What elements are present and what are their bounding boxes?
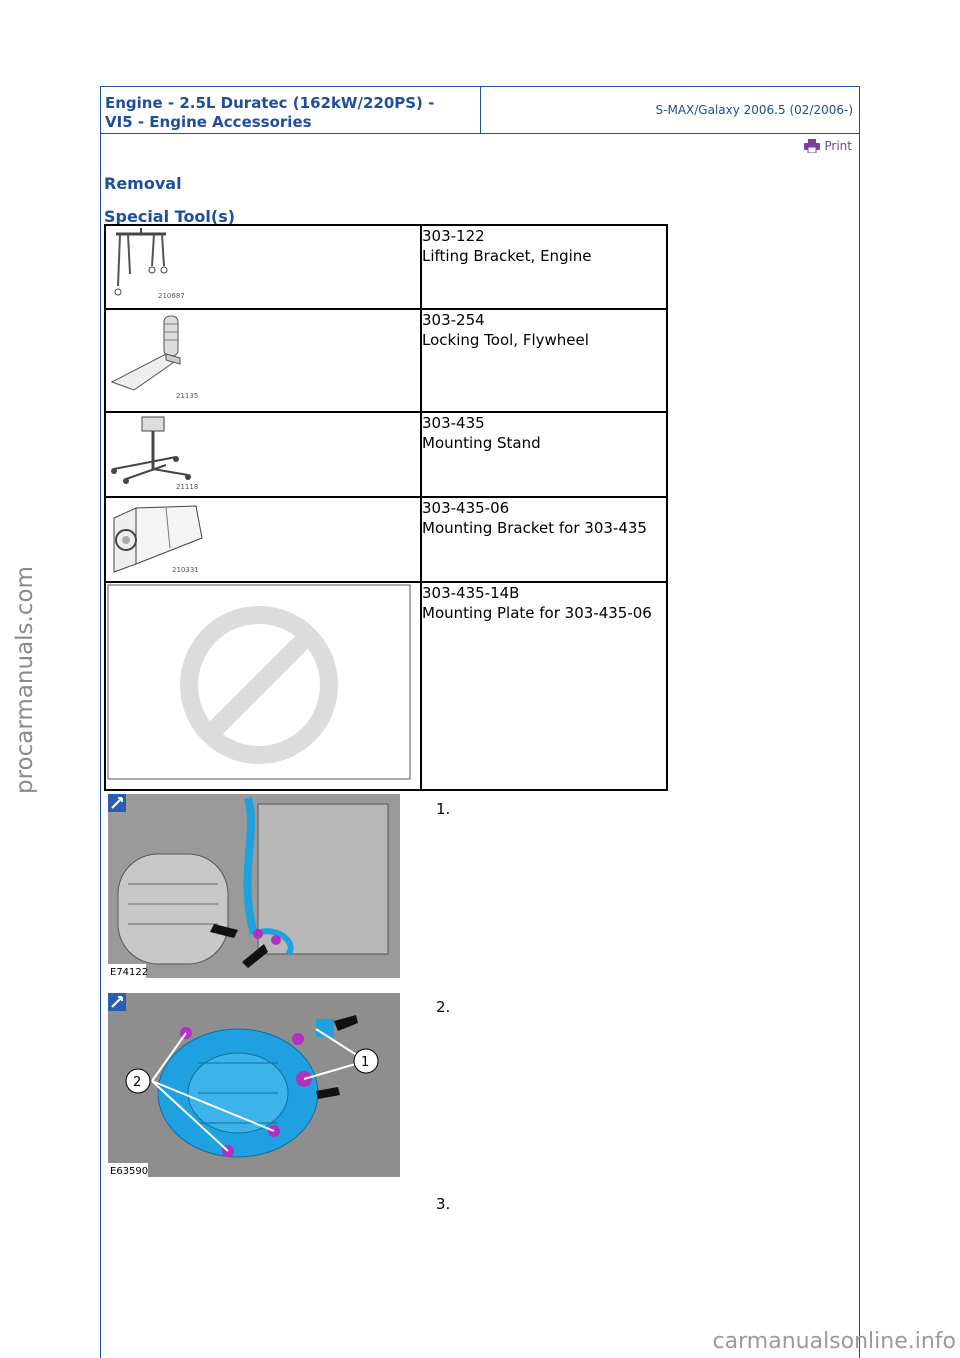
tool-image-cell	[105, 225, 421, 309]
tool-name: Lifting Bracket, Engine	[422, 247, 592, 265]
lifting-bracket-image	[106, 226, 216, 302]
tool-text-cell	[421, 497, 667, 582]
step-2-number: 2.	[436, 998, 451, 1016]
tool-name: Mounting Plate for 303-435-06	[422, 604, 652, 622]
step-1-image	[108, 794, 400, 978]
tool-row	[105, 309, 667, 412]
side-watermark	[6, 380, 42, 800]
tool-text-cell	[421, 412, 667, 497]
print-button[interactable]	[804, 139, 852, 153]
svg-text:210687: 210687	[158, 292, 185, 300]
tool-image-cell	[105, 309, 421, 412]
no-image-icon	[106, 583, 412, 781]
svg-text:E63590: E63590	[110, 1166, 149, 1177]
mounting-stand-image	[106, 413, 216, 491]
tool-name: Locking Tool, Flywheel	[422, 331, 589, 349]
section-title: Removal	[104, 174, 182, 193]
vehicle-model: S-MAX/Galaxy 2006.5 (02/2006-)	[655, 103, 853, 117]
svg-text:E74122: E74122	[110, 967, 149, 978]
svg-text:210331: 210331	[172, 566, 199, 574]
svg-text:procarmanuals.com: procarmanuals.com	[12, 566, 38, 794]
title-line-2: VI5 - Engine Accessories	[105, 113, 312, 131]
tool-code: 303-435	[422, 414, 485, 432]
tool-image-cell	[105, 582, 421, 790]
tool-code: 303-122	[422, 227, 485, 245]
tool-code: 303-435-14B	[422, 584, 520, 602]
tool-row	[105, 412, 667, 497]
printer-icon	[804, 139, 820, 153]
title-line-1: Engine - 2.5L Duratec (162kW/220PS) -	[105, 94, 435, 112]
print-label: Print	[824, 139, 852, 153]
tool-row	[105, 497, 667, 582]
tool-image-cell	[105, 412, 421, 497]
bottom-watermark: carmanualsonline.info	[712, 1329, 956, 1354]
svg-text:1: 1	[361, 1055, 370, 1070]
zoom-in-icon[interactable]	[108, 794, 126, 812]
tool-name: Mounting Stand	[422, 434, 541, 452]
document-title	[101, 87, 481, 133]
tool-code: 303-435-06	[422, 499, 510, 517]
document-header	[100, 86, 860, 134]
svg-text:21118: 21118	[176, 483, 199, 491]
special-tools-title: Special Tool(s)	[104, 207, 236, 226]
tool-code: 303-254	[422, 311, 485, 329]
special-tools-table	[104, 224, 668, 791]
tool-row	[105, 582, 667, 790]
step-1-number: 1.	[436, 800, 451, 818]
step-2-image	[108, 993, 400, 1177]
tool-text-cell	[421, 582, 667, 790]
tool-image-cell	[105, 497, 421, 582]
zoom-in-icon[interactable]	[108, 993, 126, 1011]
step-3-number: 3.	[436, 1195, 451, 1213]
svg-text:21135: 21135	[176, 392, 199, 400]
locking-tool-image	[106, 310, 216, 402]
tool-text-cell	[421, 309, 667, 412]
step-2-illustration	[108, 993, 400, 1177]
mounting-bracket-image	[106, 498, 216, 576]
step-1-illustration	[108, 794, 400, 978]
tool-row	[105, 225, 667, 309]
tool-name: Mounting Bracket for 303-435	[422, 519, 647, 537]
svg-text:2: 2	[133, 1075, 142, 1090]
tool-text-cell	[421, 225, 667, 309]
